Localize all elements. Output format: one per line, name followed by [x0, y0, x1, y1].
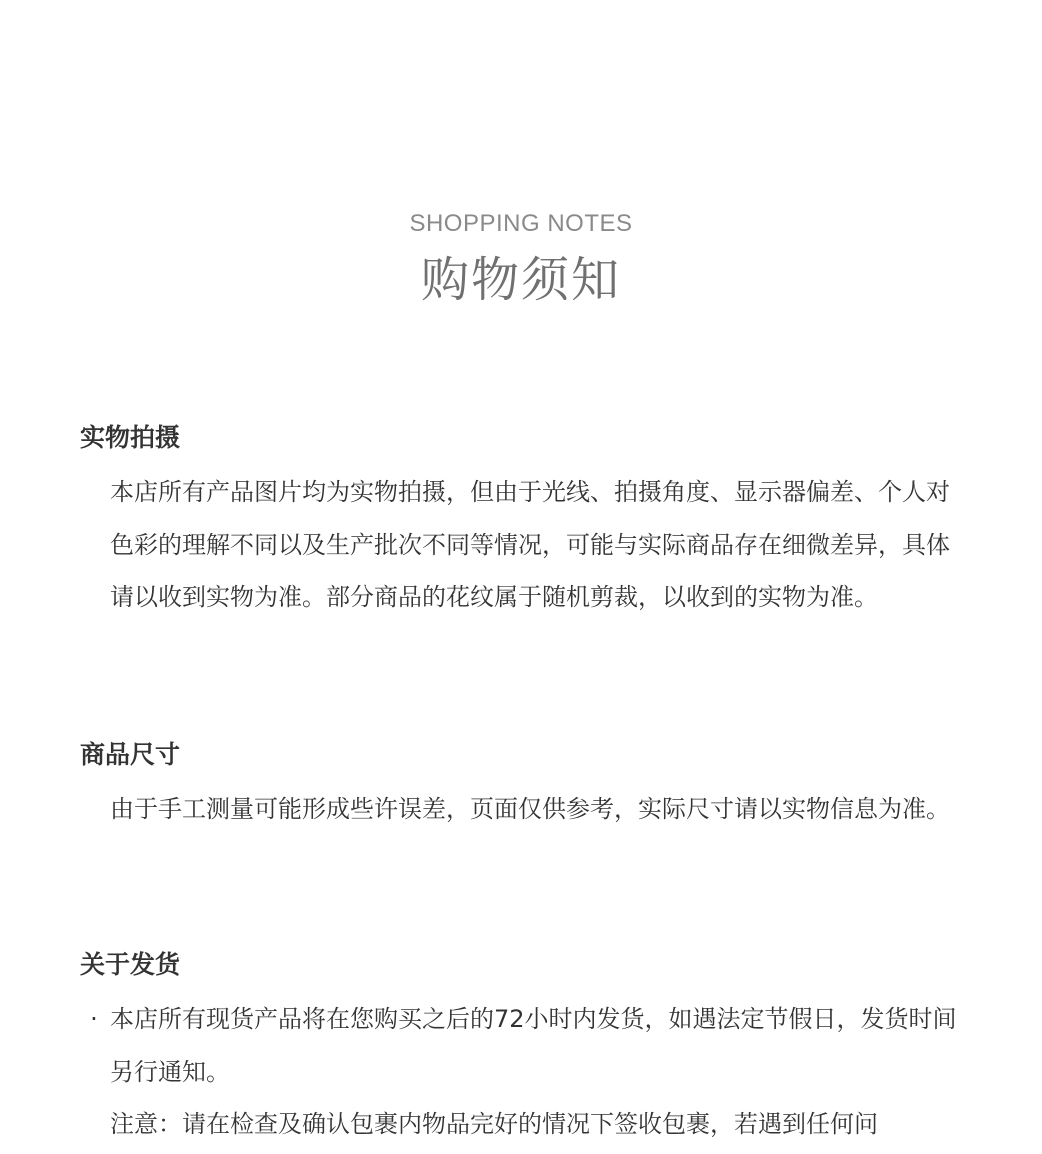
- page-subtitle: SHOPPING NOTES: [409, 210, 633, 237]
- section-paragraph: 本店所有产品图片均为实物拍摄，但由于光线、拍摄角度、显示器偏差、个人对色彩的理解不同以及生产批次不同等情况，可能与实际商品存在细微差异，具体请以收到实物为准。部分商品的花纹属于随机剪裁，以收到的实物为准。: [110, 478, 950, 611]
- section-title: 实物拍摄: [80, 423, 181, 452]
- section-paragraph: 由于手工测量可能形成些许误差，页面仅供参考，实际尺寸请以实物信息为准。: [110, 795, 950, 823]
- bullet-dot: ·: [90, 1005, 98, 1033]
- page-title: 购物须知: [420, 252, 621, 308]
- section-shipping: [80, 947, 960, 1151]
- list-item: [90, 993, 960, 1098]
- section-photography: [80, 420, 960, 624]
- section-title: 商品尺寸: [80, 740, 181, 769]
- notice-paragraph: 注意：请在检查及确认包裹内物品完好的情况下签收包裹，若遇到任何问: [110, 1110, 878, 1138]
- list-item-text: 本店所有现货产品将在您购买之后的72小时内发货，如遇法定节假日，发货时间另行通知。: [110, 1005, 957, 1086]
- section-product-size: [80, 737, 960, 836]
- section-title: 关于发货: [80, 950, 181, 979]
- page-header: [0, 206, 1042, 310]
